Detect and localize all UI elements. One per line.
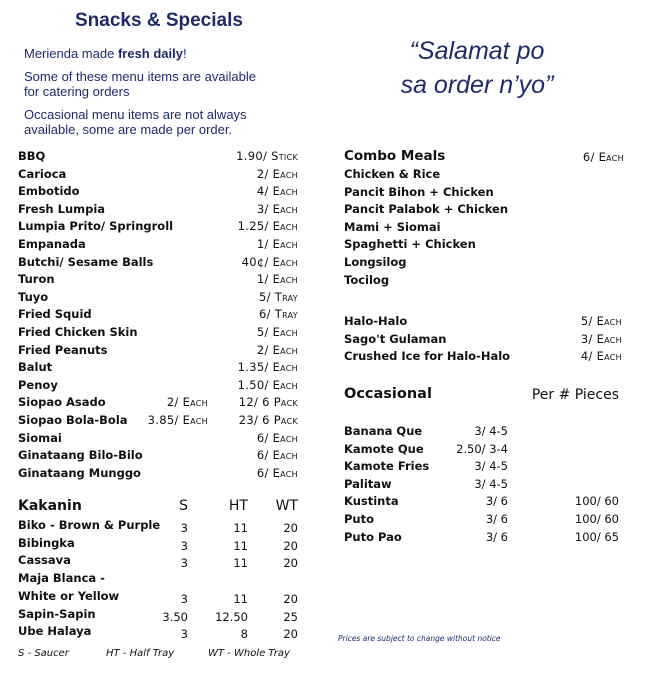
occasional-item-price: 3/ 6: [485, 494, 508, 509]
snack-item-name: Balut: [18, 360, 53, 375]
occasional-item-bulk-price: 100/ 60: [574, 512, 619, 526]
occasional-item-name: Puto: [344, 512, 375, 526]
snack-item-price: 1.50/ Each: [237, 377, 298, 392]
combo-meals-header: Combo Meals: [344, 148, 446, 164]
kakanin-item-price: 12.50: [215, 609, 248, 624]
occasional-item-price: 3/ 6: [485, 512, 508, 526]
snack-item-price: 1.35/ Each: [237, 360, 298, 375]
occasional-item-name: Puto Pao: [344, 529, 402, 544]
kakanin-item-price: 20: [283, 556, 298, 571]
occasional-item-price: 3/ 4-5: [474, 476, 508, 491]
kakanin-item-name: Ube Halaya: [18, 624, 92, 639]
snack-item-price: 5/ Tray: [259, 289, 298, 304]
kakanin-col-header: HT: [228, 498, 248, 514]
kakanin-item-name: Sapin-Sapin: [18, 606, 96, 621]
intro-line-1: [24, 46, 187, 61]
snack-item-price: 12/ 6 Pack: [238, 395, 298, 410]
snack-item-name: Siomai: [18, 430, 62, 445]
kakanin-item-price: 20: [283, 538, 298, 553]
snack-item-name: Siopao Asado: [18, 395, 106, 410]
combo-meal-item: Pancit Palabok + Chicken: [344, 202, 509, 217]
snack-item-price: 23/ 6 Pack: [238, 413, 298, 427]
snack-item-name: Butchi/ Sesame Balls: [18, 254, 154, 269]
kakanin-legend-item: S - Saucer: [18, 648, 69, 659]
drink-item-price: 5/ Each: [580, 314, 622, 328]
drink-item-price: 3/ Each: [580, 331, 622, 346]
kakanin-legend-item: HT - Half Tray: [106, 648, 175, 659]
snack-item-price: 2/ Each: [256, 166, 298, 181]
kakanin-item-price: 3: [180, 627, 188, 642]
thank-you-quote: [352, 34, 602, 102]
drink-item-name: Sago't Gulaman: [344, 331, 447, 346]
snack-item-price: 6/ Tray: [259, 307, 298, 322]
kakanin-item-price: 3.50: [162, 609, 188, 624]
kakanin-item-price: 3: [180, 538, 188, 553]
intro-line-5: available, some are made per order.: [24, 122, 233, 137]
occasional-item-price: 3/ 4-5: [474, 459, 508, 474]
kakanin-item-price: 11: [233, 556, 248, 571]
intro-text: !: [182, 46, 187, 61]
combo-meals-price: 6/ Each: [582, 150, 624, 164]
occasional-subheader: Per # Pieces: [531, 387, 619, 403]
combo-meal-item: Pancit Bihon + Chicken: [344, 184, 494, 199]
kakanin-item-price: 25: [283, 609, 298, 624]
kakanin-col-header: WT: [275, 498, 298, 514]
snack-item-price: 6/ Each: [256, 448, 298, 463]
kakanin-item-name: Biko - Brown & Purple: [18, 518, 161, 532]
snack-item-price: 2/ Each: [256, 342, 298, 357]
quote-line: sa order n’yo”: [400, 71, 554, 99]
snack-item-name: Tuyo: [18, 289, 49, 304]
occasional-item-price: 3/ 6: [485, 529, 508, 544]
combo-meal-item: Mami + Siomai: [344, 219, 441, 234]
kakanin-item-price: 3: [180, 521, 188, 535]
snack-item-price: 40¢/ Each: [241, 254, 298, 269]
snack-item-price: 3/ Each: [256, 201, 298, 216]
intro-line-4: Occasional menu items are not always: [24, 107, 247, 122]
page-title: Snacks & Specials: [75, 10, 243, 31]
snack-item-price: 6/ Each: [256, 430, 298, 445]
occasional-item-name: Palitaw: [344, 476, 392, 491]
occasional-item-name: Kamote Que: [344, 441, 424, 456]
snack-item-price: 1/ Each: [256, 272, 298, 287]
price-notice: Prices are subject to change without notice: [338, 634, 501, 643]
snack-item-name: Siopao Bola-Bola: [18, 413, 128, 427]
snack-item-name: Embotido: [18, 184, 80, 199]
snack-item-name: Turon: [18, 272, 55, 287]
kakanin-item-price: 8: [240, 627, 248, 642]
occasional-item-price: 2.50/ 3-4: [456, 441, 508, 456]
intro-text: Merienda made: [24, 46, 118, 61]
combo-meal-item: Longsilog: [344, 255, 407, 269]
combo-meal-item: Tocilog: [344, 272, 390, 287]
kakanin-item-price: 20: [283, 591, 298, 606]
occasional-item-bulk-price: 100/ 60: [574, 494, 619, 509]
snack-item-price: 1.25/ Each: [237, 219, 298, 234]
snack-item-single-price: 3.85/ Each: [147, 413, 208, 427]
kakanin-item-price: 11: [233, 591, 248, 606]
snack-item-name: BBQ: [18, 149, 46, 163]
snack-item-single-price: 2/ Each: [166, 395, 208, 410]
occasional-item-name: Kamote Fries: [344, 459, 430, 474]
drink-item-name: Halo-Halo: [344, 314, 408, 328]
occasional-item-bulk-price: 100/ 65: [574, 529, 619, 544]
snack-item-price: 1.90/ Stick: [236, 149, 298, 163]
snack-item-name: Fresh Lumpia: [18, 201, 106, 216]
occasional-item-name: Kustinta: [344, 494, 399, 509]
intro-line-3: for catering orders: [24, 84, 130, 99]
kakanin-item-price: 11: [233, 538, 248, 553]
snack-item-name: Penoy: [18, 377, 58, 392]
kakanin-item-price: 3: [180, 591, 188, 606]
occasional-item-price: 3/ 4-5: [474, 424, 508, 438]
occasional-item-name: Banana Que: [344, 424, 423, 438]
combo-meal-item: Chicken & Rice: [344, 167, 441, 181]
kakanin-item-price: 20: [283, 521, 298, 535]
snack-item-name: Fried Chicken Skin: [18, 325, 138, 339]
quote-line: “Salamat po: [409, 37, 545, 65]
kakanin-item-price: 20: [283, 627, 298, 642]
snack-item-price: 5/ Each: [256, 325, 298, 339]
snack-item-name: Ginataang Bilo-Bilo: [18, 448, 143, 463]
occasional-header: Occasional: [344, 386, 432, 402]
drink-item-name: Crushed Ice for Halo-Halo: [344, 349, 511, 364]
kakanin-item-price: 3: [180, 556, 188, 571]
snack-item-name: Carioca: [18, 166, 67, 181]
kakanin-item-name: Bibingka: [18, 535, 75, 550]
snack-item-price: 4/ Each: [256, 184, 298, 199]
kakanin-item-name: Cassava: [18, 553, 71, 568]
snack-item-name: Empanada: [18, 237, 86, 251]
snack-item-name: Ginataang Munggo: [18, 465, 141, 480]
snack-item-name: Fried Squid: [18, 307, 92, 322]
kakanin-item-name: White or Yellow: [18, 588, 120, 603]
kakanin-item-price: 11: [233, 521, 248, 535]
kakanin-legend-item: WT - Whole Tray: [208, 648, 290, 659]
drink-item-price: 4/ Each: [580, 349, 622, 364]
kakanin-header: Kakanin: [18, 498, 82, 514]
intro-bold: fresh daily: [117, 46, 183, 61]
combo-meal-item: Spaghetti + Chicken: [344, 237, 476, 252]
snack-item-name: Lumpia Prito/ Springroll: [18, 219, 174, 234]
snack-item-price: 1/ Each: [256, 237, 298, 251]
kakanin-item-name: Maja Blanca -: [18, 571, 105, 586]
snack-item-price: 6/ Each: [256, 465, 298, 480]
snack-item-name: Fried Peanuts: [18, 342, 108, 357]
intro-line-2: Some of these menu items are available: [24, 69, 256, 84]
kakanin-col-header: S: [179, 498, 188, 514]
